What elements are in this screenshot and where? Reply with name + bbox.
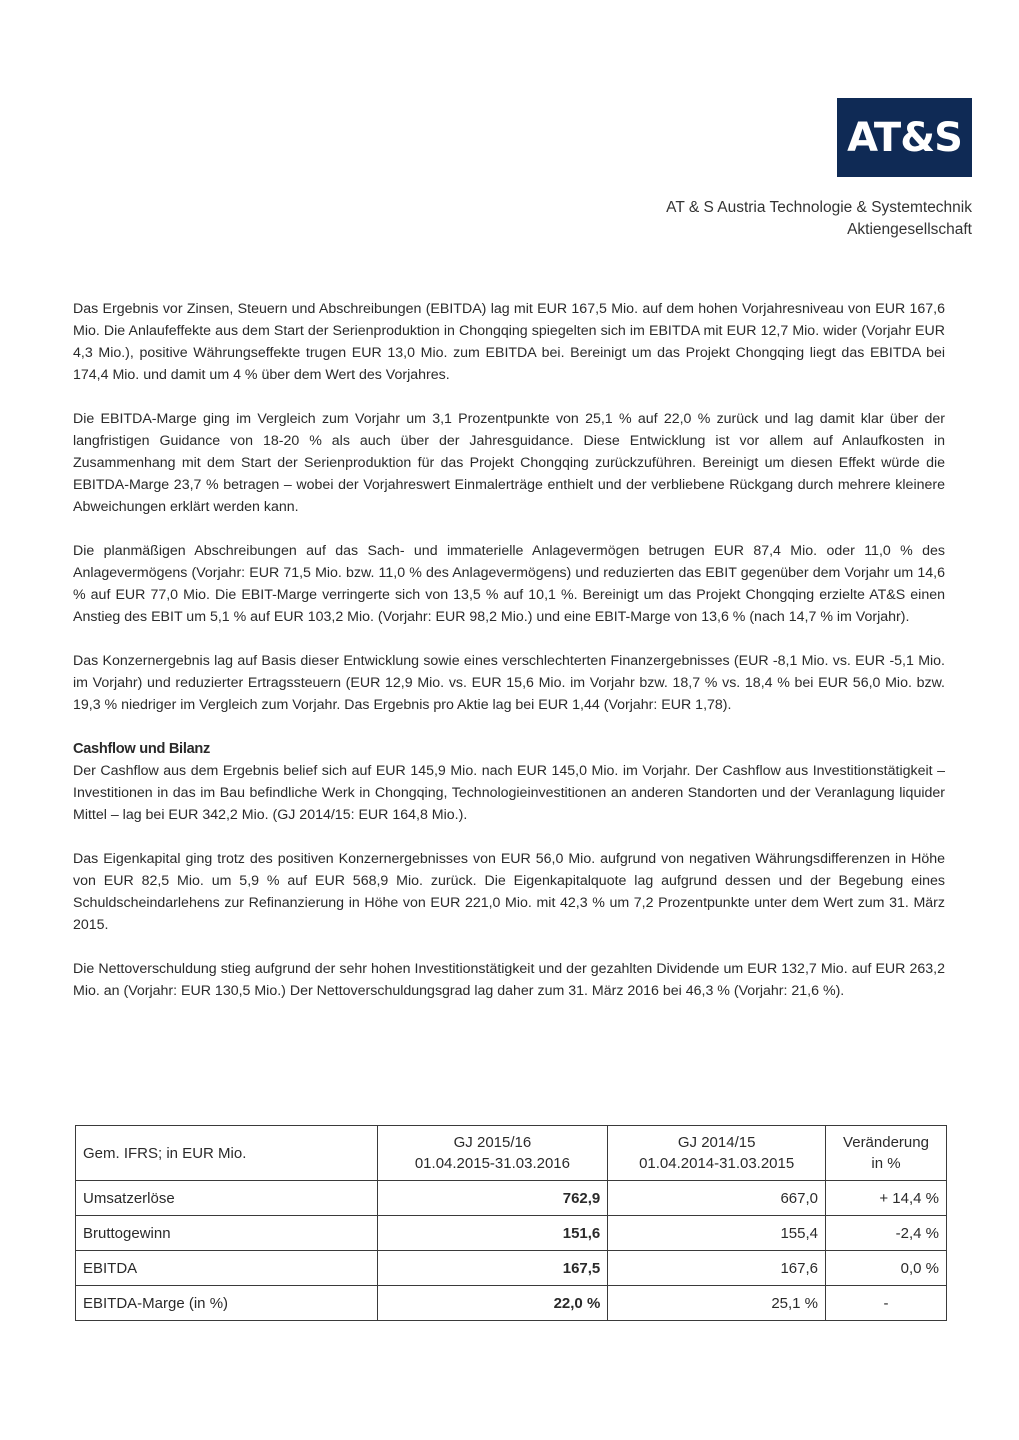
company-name <box>666 197 972 241</box>
company-name-line2: Aktiengesellschaft <box>847 221 972 238</box>
row-current: 762,9 <box>377 1181 608 1216</box>
row-change: - <box>826 1286 947 1321</box>
paragraph-cashflow: Der Cashflow aus dem Ergebnis belief sich auf EUR 145,9 Mio. nach EUR 145,0 Mio. im Vorjahr. Der Cashflow aus Investitionstätigkeit – Investitionen in das im Bau befindliche Werk in Chongqing, Technologieinvestitionen an anderen Standorten und der Veranlagung liquider Mittel – lag bei EUR 342,2 Mio. (GJ 2014/15: EUR 164,8 Mio.). <box>73 763 945 823</box>
row-previous: 155,4 <box>608 1216 826 1251</box>
paragraph-ebitda: Das Ergebnis vor Zinsen, Steuern und Abschreibungen (EBITDA) lag mit EUR 167,5 Mio. auf dem hohen Vorjahresniveau von EUR 167,6 Mio. Die Anlaufeffekte aus dem Start der Serienproduktion in Chongqing spiegelten sich im EBITDA mit EUR 12,7 Mio. wider (Vorjahr EUR 4,3 Mio.), positive Währungseffekte trugen EUR 13,0 Mio. zum EBITDA bei. Bereinigt um das Projekt Chongqing liegt das EBITDA bei 174,4 Mio. und damit um 4 % über dem Wert des Vorjahres. <box>73 301 945 383</box>
paragraph-depreciation: Die planmäßigen Abschreibungen auf das Sach- und immaterielle Anlagevermögen betrugen EUR 87,4 Mio. oder 11,0 % des Anlagevermögens (Vorjahr: EUR 71,5 Mio. bzw. 11,0 % des Anlagevermögens) und reduzierten das EBIT gegenüber dem Vorjahr um 14,6 % auf EUR 77,0 Mio. Die EBIT-Marge verringerte sich von 13,5 % auf 10,1 %. Bereinigt um das Projekt Chongqing erzielte AT&S einen Anstieg des EBIT um 5,1 % auf EUR 103,2 Mio. (Vorjahr: EUR 98,2 Mio.) und eine EBIT-Marge von 13,6 % (nach 14,7 % im Vorjahr). <box>73 543 945 625</box>
row-current: 167,5 <box>377 1251 608 1286</box>
financial-summary-table <box>75 1125 947 1321</box>
company-name-line1: AT & S Austria Technologie & Systemtechnik <box>666 199 972 216</box>
header-previous-year-title: GJ 2014/15 <box>677 1134 756 1151</box>
row-previous: 667,0 <box>608 1181 826 1216</box>
paragraph-ebitda-margin: Die EBITDA-Marge ging im Vergleich zum Vorjahr um 3,1 Prozentpunkte von 25,1 % auf 22,0 % zurück und lag damit klar über der langfristigen Guidance von 18-20 % als auch über der Jahresguidance. Diese Entwicklung ist vor allem auf Anlaufkosten in Zusammenhang mit dem Start der Serienproduktion für das Projekt Chongqing zurückzuführen. Bereinigt um diesen Effekt würde die EBITDA-Marge 23,7 % betragen – wobei der Vorjahreswert Einmalerträge enthielt und der verbliebene Rückgang durch mehrere kleinere Abweichungen erklärt werden kann. <box>73 411 945 515</box>
header-label: Gem. IFRS; in EUR Mio. <box>76 1126 378 1181</box>
header-previous-year-period: 01.04.2014-31.03.2015 <box>639 1155 795 1172</box>
table-row <box>76 1251 947 1286</box>
document-body <box>73 298 945 1024</box>
row-previous: 167,6 <box>608 1251 826 1286</box>
header-change-title: Veränderung <box>843 1134 929 1151</box>
row-label: EBITDA-Marge (in %) <box>76 1286 378 1321</box>
row-label: EBITDA <box>76 1251 378 1286</box>
header-current-year <box>377 1126 608 1181</box>
row-previous: 25,1 % <box>608 1286 826 1321</box>
logo-text: AT&S <box>847 114 962 161</box>
row-change: 0,0 % <box>826 1251 947 1286</box>
section-heading-cashflow: Cashflow und Bilanz <box>73 741 210 757</box>
row-current: 22,0 % <box>377 1286 608 1321</box>
row-change: -2,4 % <box>826 1216 947 1251</box>
header-previous-year <box>608 1126 826 1181</box>
row-label: Bruttogewinn <box>76 1216 378 1251</box>
header-current-year-period: 01.04.2015-31.03.2016 <box>414 1155 570 1172</box>
table-row <box>76 1216 947 1251</box>
paragraph-consolidated-result: Das Konzernergebnis lag auf Basis dieser Entwicklung sowie eines verschlechterten Finanzergebnisses (EUR -8,1 Mio. vs. EUR -5,1 Mio. im Vorjahr) und reduzierter Ertragssteuern (EUR 12,9 Mio. vs. EUR 15,6 Mio. im Vorjahr bzw. 18,7 % vs. 18,4 % bei EUR 56,0 Mio. bzw. 19,3 % niedriger im Vergleich zum Vorjahr. Das Ergebnis pro Aktie lag bei EUR 1,44 (Vorjahr: EUR 1,78). <box>73 653 945 713</box>
header-change <box>826 1126 947 1181</box>
table-row <box>76 1181 947 1216</box>
row-change: + 14,4 % <box>826 1181 947 1216</box>
paragraph-net-debt: Die Nettoverschuldung stieg aufgrund der sehr hohen Investitionstätigkeit und der gezahlten Dividende um EUR 132,7 Mio. auf EUR 263,2 Mio. an (Vorjahr: EUR 130,5 Mio.) Der Nettoverschuldungsgrad lag daher zum 31. März 2016 bei 46,3 % (Vorjahr: 21,6 %). <box>73 961 945 999</box>
header-change-unit: in % <box>871 1155 901 1172</box>
header-current-year-title: GJ 2015/16 <box>453 1134 532 1151</box>
company-logo <box>837 98 972 177</box>
table-header-row <box>76 1126 947 1181</box>
paragraph-equity: Das Eigenkapital ging trotz des positiven Konzernergebnisses von EUR 56,0 Mio. aufgrund von negativen Währungsdifferenzen in Höhe von EUR 82,5 Mio. um 5,9 % auf EUR 568,9 Mio. zurück. Die Eigenkapitalquote lag aufgrund dessen und der Begebung eines Schuldscheindarlehens zur Refinanzierung in Höhe von EUR 221,0 Mio. mit 42,3 % um 7,2 Prozentpunkte unter dem Wert zum 31. März 2015. <box>73 851 945 933</box>
table-row <box>76 1286 947 1321</box>
row-label: Umsatzerlöse <box>76 1181 378 1216</box>
row-current: 151,6 <box>377 1216 608 1251</box>
